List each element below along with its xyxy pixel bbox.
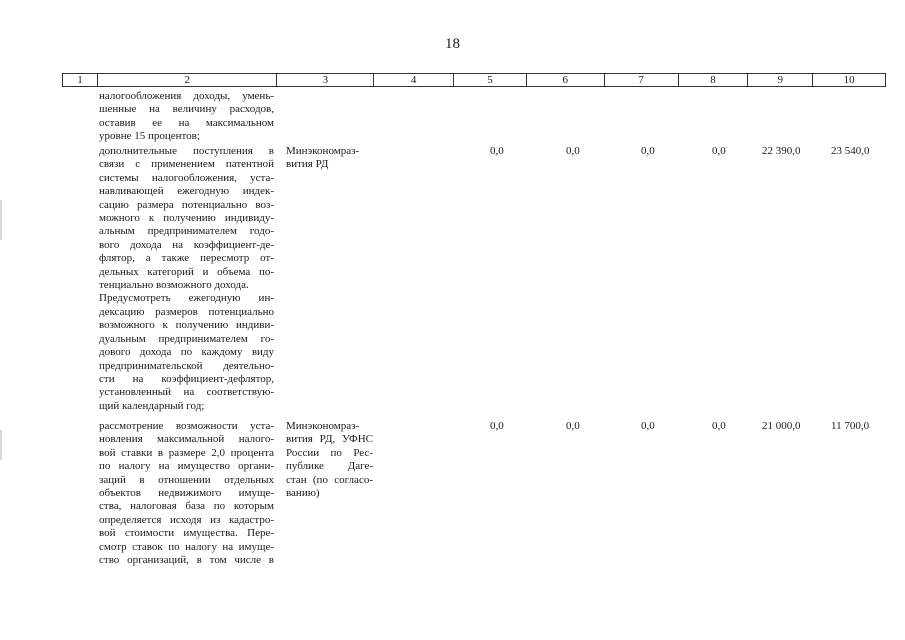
executor-line: Минэкономраз- [286,145,360,157]
text-line: альным предпринимателем годо- [99,225,274,238]
text-line: объектов недвижимого имуще- [99,487,274,500]
text-line: ство организаций, в том числе в [99,554,274,567]
row-b-col-10: 23 540,0 [831,145,870,157]
text-line: вого дохода на коэффициент-де- [99,238,274,251]
executor-line: вития РД [286,158,329,171]
header-col-6: 6 [527,74,605,86]
text-line: флятор, а также пересмотр от- [99,252,274,265]
text-line: шенные на величину расходов, [99,103,274,116]
executor-line: Минэкономраз- [286,420,360,432]
text-line: оставив ее на максимальном [99,116,274,129]
row-b-col-5: 0,0 [490,145,504,157]
row-b-col-6: 0,0 [566,145,580,157]
row-b-col-7: 0,0 [641,145,655,157]
row-b-col-9: 22 390,0 [762,145,801,157]
header-col-1: 1 [63,74,98,86]
text-line: новления максимальной налого- [99,433,274,446]
text-line: тенциально возможного дохода. [99,279,249,292]
text-line: ства, налоговая база по которым [99,500,274,513]
row-c-col-8: 0,0 [712,420,726,432]
row-c-description [99,420,274,567]
header-col-5: 5 [454,74,527,86]
row-a-description [99,90,274,144]
text-line: Предусмотреть ежегодную ин- [99,292,274,305]
row-b-description [99,145,274,413]
executor-line: ванию) [286,487,320,500]
header-col-2: 2 [98,74,278,86]
text-line: дуальным предпринимателем го- [99,332,274,345]
text-line: возможного к получению индиви- [99,319,274,332]
header-col-4: 4 [374,74,454,86]
text-line: налогообложения доходы, умень- [99,90,274,102]
text-line: дового дохода по каждому виду [99,346,274,359]
text-line: заций в отношении отдельных [99,473,274,486]
scan-margin-mark [0,200,2,240]
scan-margin-mark [0,430,2,460]
executor-line: стан (по согласо- [286,473,373,486]
text-line: по налогу на имущество органи- [99,460,274,473]
row-c-col-7: 0,0 [641,420,655,432]
text-line: щий календарный год; [99,399,205,412]
row-b-col-8: 0,0 [712,145,726,157]
text-line: смотр ставок по налогу на имуще- [99,540,274,553]
text-line: дополнительные поступления в [99,145,274,157]
text-line: системы налогообложения, уста- [99,171,274,184]
text-line: сти на коэффициент-дефлятор, [99,372,274,385]
row-c-executor [286,420,373,500]
row-b-executor [286,145,373,172]
executor-line: публике Даге- [286,460,373,473]
row-c-col-9: 21 000,0 [762,420,801,432]
executor-line: России по Рес- [286,446,373,459]
text-line: связи с применением патентной [99,158,274,171]
row-c-col-10: 11 700,0 [831,420,870,432]
text-line: вой ставки в размере 2,0 процента [99,446,274,459]
text-line: рассмотрение возможности уста- [99,420,274,432]
text-line: вой стоимости имущества. Пере- [99,527,274,540]
header-col-8: 8 [679,74,749,86]
text-line: определяется исходя из кадастро- [99,513,274,526]
header-col-3: 3 [277,74,374,86]
text-line: можного к получению индивиду- [99,212,274,225]
text-line: предпринимательской деятельно- [99,359,274,372]
table-header-row [62,73,886,87]
row-c-col-5: 0,0 [490,420,504,432]
page-number: 18 [445,36,460,52]
text-line: дельных категорий и объема по- [99,265,274,278]
text-line: дексацию размеров потенциально [99,305,274,318]
header-col-10: 10 [843,74,855,86]
header-col-9: 9 [748,74,813,86]
text-line: сацию размера потенциально воз- [99,198,274,211]
executor-line: вития РД, УФНС [286,433,373,446]
header-col-7: 7 [605,74,679,86]
text-line: установленный на соответствую- [99,386,274,399]
text-line: навливающей ежегодную индек- [99,185,274,198]
text-line: уровне 15 процентов; [99,130,200,143]
row-c-col-6: 0,0 [566,420,580,432]
